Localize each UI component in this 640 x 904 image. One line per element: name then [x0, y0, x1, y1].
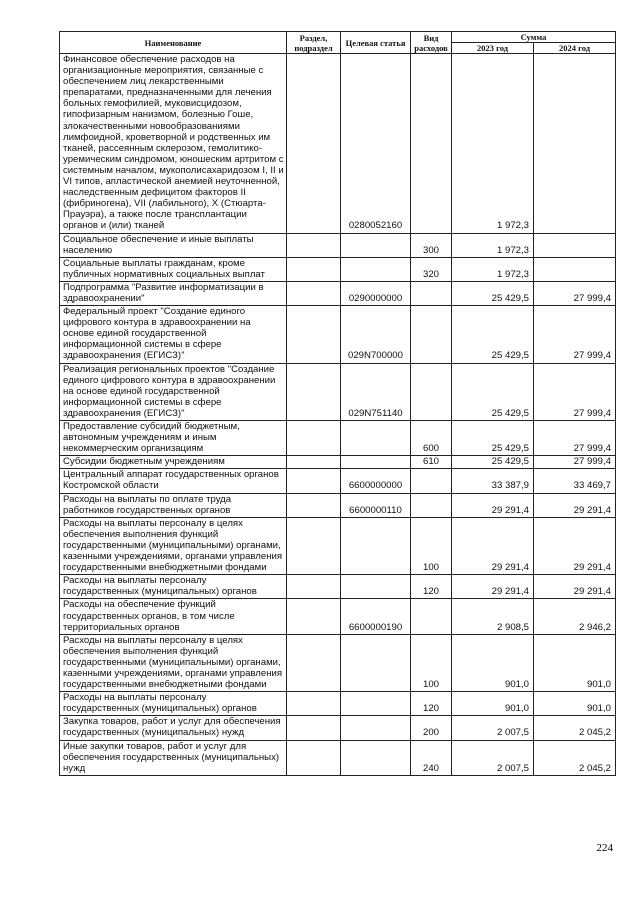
table-row: [60, 716, 616, 740]
cell-name: Социальные выплаты гражданам, кроме публичных нормативных социальных выплат: [60, 257, 287, 281]
cell-section: [287, 493, 341, 517]
cell-expense: 610: [411, 456, 452, 469]
cell-expense: [411, 599, 452, 634]
table-row: [60, 469, 616, 493]
cell-expense: 120: [411, 692, 452, 716]
cell-target: 6600000000: [341, 469, 411, 493]
cell-section: [287, 456, 341, 469]
header-year-2023: 2023 год: [452, 43, 534, 54]
cell-section: [287, 634, 341, 691]
cell-sum-2024: 33 469,7: [534, 469, 616, 493]
table-row: [60, 599, 616, 634]
cell-section: [287, 257, 341, 281]
cell-section: [287, 599, 341, 634]
table-row: [60, 575, 616, 599]
table-body: [60, 54, 616, 776]
cell-target: 6600000110: [341, 493, 411, 517]
cell-name: Расходы на выплаты персоналу в целях обеспечения выполнения функций государственными (муниципальными) органами, казенными учреждениями, органами управления государственными внебюджетными фондами: [60, 634, 287, 691]
cell-target: [341, 233, 411, 257]
header-sum: Сумма: [452, 32, 616, 43]
cell-name: Центральный аппарат государственных органов Костромской области: [60, 469, 287, 493]
cell-sum-2023: 25 429,5: [452, 456, 534, 469]
cell-target: 6600000190: [341, 599, 411, 634]
cell-expense: [411, 54, 452, 234]
table-row: [60, 363, 616, 420]
header-year-2024: 2024 год: [534, 43, 616, 54]
cell-sum-2023: 25 429,5: [452, 281, 534, 305]
cell-sum-2023: 1 972,3: [452, 54, 534, 234]
cell-sum-2024: 2 946,2: [534, 599, 616, 634]
cell-sum-2023: 2 007,5: [452, 740, 534, 775]
cell-sum-2024: 27 999,4: [534, 456, 616, 469]
header-target: Целевая статья: [341, 32, 411, 54]
cell-target: [341, 517, 411, 574]
cell-sum-2023: 2 908,5: [452, 599, 534, 634]
cell-sum-2024: 29 291,4: [534, 517, 616, 574]
cell-sum-2024: 27 999,4: [534, 281, 616, 305]
cell-section: [287, 517, 341, 574]
table-header: [60, 32, 616, 54]
cell-target: [341, 456, 411, 469]
cell-target: [341, 716, 411, 740]
table-row: [60, 257, 616, 281]
header-name: Наименование: [60, 32, 287, 54]
cell-target: [341, 257, 411, 281]
cell-section: [287, 281, 341, 305]
table-row: [60, 493, 616, 517]
cell-sum-2023: 33 387,9: [452, 469, 534, 493]
cell-name: Федеральный проект "Создание единого цифрового контура в здравоохранении на основе единой государственной информационной системы в сфере здравоохранения (ЕГИСЗ)": [60, 306, 287, 363]
cell-target: [341, 421, 411, 456]
cell-name: Предоставление субсидий бюджетным, автономным учреждениям и иным некоммерческим организациям: [60, 421, 287, 456]
cell-section: [287, 54, 341, 234]
table-row: [60, 740, 616, 775]
cell-section: [287, 469, 341, 493]
cell-name: Реализация региональных проектов "Создание единого цифрового контура в здравоохранении на основе единой государственной информационной системы в сфере здравоохранения (ЕГИСЗ)": [60, 363, 287, 420]
cell-sum-2024: 27 999,4: [534, 363, 616, 420]
table-row: [60, 306, 616, 363]
cell-expense: [411, 306, 452, 363]
cell-sum-2024: [534, 54, 616, 234]
cell-expense: [411, 493, 452, 517]
cell-expense: 240: [411, 740, 452, 775]
cell-section: [287, 421, 341, 456]
cell-expense: [411, 281, 452, 305]
cell-name: Расходы на обеспечение функций государственных органов, в том числе территориальных органов: [60, 599, 287, 634]
cell-sum-2024: 27 999,4: [534, 421, 616, 456]
budget-document: [59, 31, 615, 776]
cell-sum-2023: 2 007,5: [452, 716, 534, 740]
cell-section: [287, 363, 341, 420]
cell-name: Расходы на выплаты персоналу в целях обеспечения выполнения функций государственными (муниципальными) органами, казенными учреждениями, органами управления государственными внебюджетными фондами: [60, 517, 287, 574]
cell-expense: 100: [411, 517, 452, 574]
budget-table: [59, 31, 616, 776]
cell-sum-2023: 25 429,5: [452, 421, 534, 456]
cell-expense: 200: [411, 716, 452, 740]
cell-sum-2024: 901,0: [534, 692, 616, 716]
cell-sum-2024: 29 291,4: [534, 575, 616, 599]
cell-target: [341, 634, 411, 691]
table-row: [60, 233, 616, 257]
cell-section: [287, 740, 341, 775]
cell-sum-2023: 25 429,5: [452, 306, 534, 363]
cell-sum-2023: 25 429,5: [452, 363, 534, 420]
table-row: [60, 517, 616, 574]
cell-sum-2023: 901,0: [452, 634, 534, 691]
cell-target: 0290000000: [341, 281, 411, 305]
cell-sum-2024: [534, 257, 616, 281]
cell-section: [287, 575, 341, 599]
cell-name: Иные закупки товаров, работ и услуг для обеспечения государственных (муниципальных) нужд: [60, 740, 287, 775]
cell-target: [341, 692, 411, 716]
cell-sum-2023: 1 972,3: [452, 233, 534, 257]
cell-target: [341, 575, 411, 599]
cell-name: Социальное обеспечение и иные выплаты населению: [60, 233, 287, 257]
cell-section: [287, 233, 341, 257]
page-number: 224: [596, 842, 613, 854]
cell-sum-2024: 901,0: [534, 634, 616, 691]
cell-expense: 300: [411, 233, 452, 257]
cell-target: 0280052160: [341, 54, 411, 234]
cell-name: Субсидии бюджетным учреждениям: [60, 456, 287, 469]
cell-target: 029N700000: [341, 306, 411, 363]
table-row: [60, 421, 616, 456]
header-expense: Вид расходов: [411, 32, 452, 54]
table-row: [60, 54, 616, 234]
cell-expense: [411, 363, 452, 420]
cell-name: Расходы на выплаты персоналу государственных (муниципальных) органов: [60, 575, 287, 599]
table-row: [60, 634, 616, 691]
table-row: [60, 456, 616, 469]
cell-sum-2024: 2 045,2: [534, 716, 616, 740]
cell-sum-2023: 29 291,4: [452, 575, 534, 599]
cell-section: [287, 716, 341, 740]
cell-expense: 120: [411, 575, 452, 599]
cell-sum-2023: 901,0: [452, 692, 534, 716]
cell-target: [341, 740, 411, 775]
cell-name: Расходы на выплаты по оплате труда работников государственных органов: [60, 493, 287, 517]
table-row: [60, 281, 616, 305]
cell-sum-2024: 29 291,4: [534, 493, 616, 517]
cell-sum-2024: 2 045,2: [534, 740, 616, 775]
cell-expense: 320: [411, 257, 452, 281]
cell-name: Финансовое обеспечение расходов на организационные мероприятия, связанные с обеспечением лиц лекарственными препаратами, предназначенными для лечения больных гемофилией, муковисцидозом, гипофизарным нанизмом, болезнью Гоше, злокачественными новообразованиями лимфоидной, кроветворной и родственных им тканей, рассеянным склерозом, гемолитико-уремическим синдромом, юношеским артритом с системным началом, мукополисахаридозом I, II и VI типов, апластической анемией неуточненной, наследственным дефицитом факторов II (фибриногена), VII (лабильного), X (Стюарта-Прауэра), а также после трансплантации органов и (или) тканей: [60, 54, 287, 234]
cell-name: Закупка товаров, работ и услуг для обеспечения государственных (муниципальных) нужд: [60, 716, 287, 740]
cell-sum-2024: [534, 233, 616, 257]
cell-target: 029N751140: [341, 363, 411, 420]
cell-sum-2023: 29 291,4: [452, 517, 534, 574]
cell-section: [287, 306, 341, 363]
header-section: Раздел, подраздел: [287, 32, 341, 54]
table-row: [60, 692, 616, 716]
cell-sum-2023: 29 291,4: [452, 493, 534, 517]
cell-expense: [411, 469, 452, 493]
cell-name: Расходы на выплаты персоналу государственных (муниципальных) органов: [60, 692, 287, 716]
cell-sum-2024: 27 999,4: [534, 306, 616, 363]
cell-sum-2023: 1 972,3: [452, 257, 534, 281]
cell-name: Подпрограмма "Развитие информатизации в здравоохранении": [60, 281, 287, 305]
cell-expense: 100: [411, 634, 452, 691]
cell-section: [287, 692, 341, 716]
cell-expense: 600: [411, 421, 452, 456]
